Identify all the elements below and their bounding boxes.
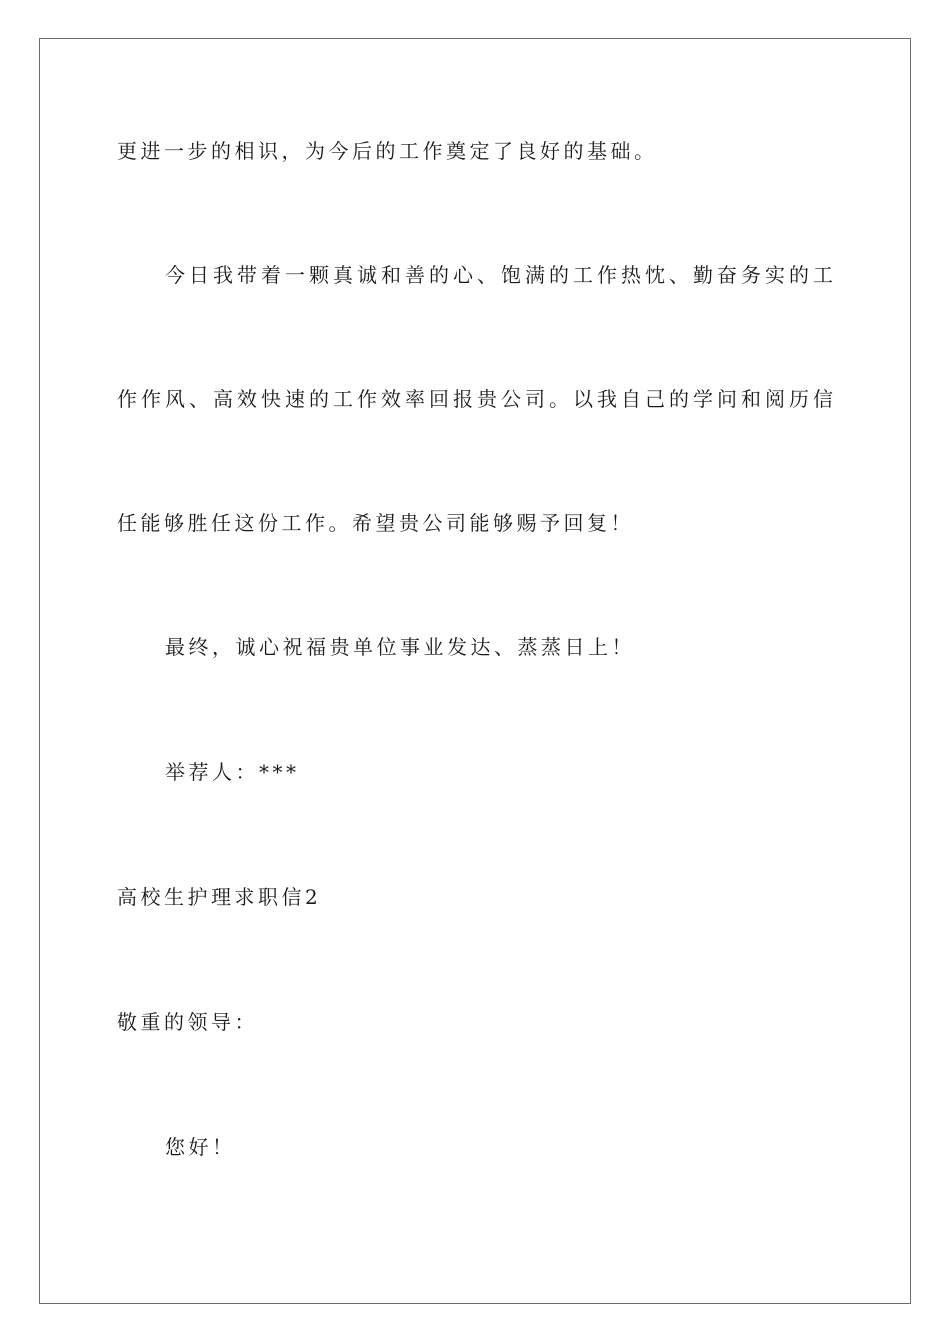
closing-wish: 最终，诚心祝福贵单位事业发达、蒸蒸日上！ [165,635,635,659]
paragraph-line-2: 今日我带着一颗真诚和善的心、饱满的工作热忱、勤奋务实的工 [165,263,833,287]
page-border [39,38,911,1304]
greeting: 您好！ [165,1135,236,1159]
paragraph-line-1: 更进一步的相识，为今后的工作奠定了良好的基础。 [117,139,658,163]
paragraph-line-4: 任能够胜任这份工作。希望贵公司能够赐予回复！ [117,511,634,535]
signature-line: 举荐人：*** [165,760,300,784]
salutation: 敬重的领导： [117,1010,258,1034]
section-title: 高校生护理求职信2 [117,885,322,909]
paragraph-line-3: 作作风、高效快速的工作效率回报贵公司。以我自己的学问和阅历信 [117,387,833,411]
